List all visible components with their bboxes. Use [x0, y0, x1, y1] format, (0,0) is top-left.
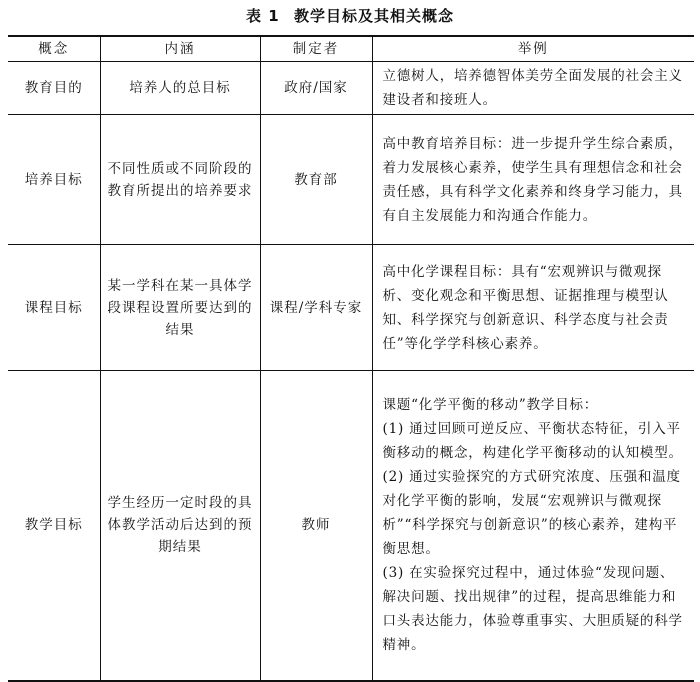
header-concept: 概念: [8, 36, 100, 62]
example-cell: [372, 245, 694, 371]
header-maker: 制定者: [260, 36, 372, 62]
header-row: [8, 36, 694, 62]
table-row: [8, 371, 694, 681]
example-text: 立德树人，培养德智体美劳全面发展的社会主义建设者和接班人。: [382, 68, 683, 108]
example-cell: [372, 62, 694, 115]
maker-cell: 政府/国家: [260, 62, 372, 115]
table-row: [8, 115, 694, 245]
table-label: 表 1: [246, 7, 280, 25]
table-title: 教学目标及其相关概念: [293, 7, 454, 25]
concept-table: [8, 35, 694, 682]
concept-cell: 培养目标: [8, 115, 100, 245]
table-title-bar: [0, 5, 700, 26]
maker-cell: 教师: [260, 371, 372, 681]
example-text: 高中化学课程目标：具有“宏观辨识与微观探析、变化观念和平衡思想、证据推理与模型认知、科学探究与创新意识、科学态度与社会责任”等化学学科核心素养。: [382, 263, 669, 352]
example-cell: [372, 371, 694, 681]
header-example: 举例: [372, 36, 694, 62]
table-row: [8, 245, 694, 371]
table-row: [8, 62, 694, 115]
concept-cell: 教育目的: [8, 62, 100, 115]
maker-cell: 课程/学科专家: [260, 245, 372, 371]
concept-cell: 教学目标: [8, 371, 100, 681]
meaning-cell: 某一学科在某一具体学段课程设置所要达到的结果: [100, 245, 260, 371]
meaning-cell: 培养人的总目标: [100, 62, 260, 115]
example-item-2: (2) 通过实验探究的方式研究浓度、压强和温度对化学平衡的影响，发展“宏观辨识与微观探析”“科学探究与创新意识”的核心素养，建构平衡思想。: [382, 469, 681, 558]
example-cell: [372, 115, 694, 245]
header-meaning: 内涵: [100, 36, 260, 62]
meaning-cell: 不同性质或不同阶段的教育所提出的培养要求: [100, 115, 260, 245]
example-text: 高中教育培养目标：进一步提升学生综合素质，着力发展核心素养，使学生具有理想信念和社会责任感，具有科学文化素养和终身学习能力，具有自主发展能力和沟通合作能力。: [382, 135, 683, 224]
maker-cell: 教育部: [260, 115, 372, 245]
example-heading: 课题“化学平衡的移动”教学目标：: [382, 397, 599, 414]
example-item-3: (3) 在实验探究过程中，通过体验“发现问题、解决问题、找出规律”的过程，提高思维能力和口头表达能力，体验尊重事实、大胆质疑的科学精神。: [382, 565, 683, 654]
concept-cell: 课程目标: [8, 245, 100, 371]
example-item-1: (1) 通过回顾可逆反应、平衡状态特征，引入平衡移动的概念，构建化学平衡移动的认知模型。: [382, 421, 683, 462]
meaning-cell: 学生经历一定时段的具体教学活动后达到的预期结果: [100, 371, 260, 681]
